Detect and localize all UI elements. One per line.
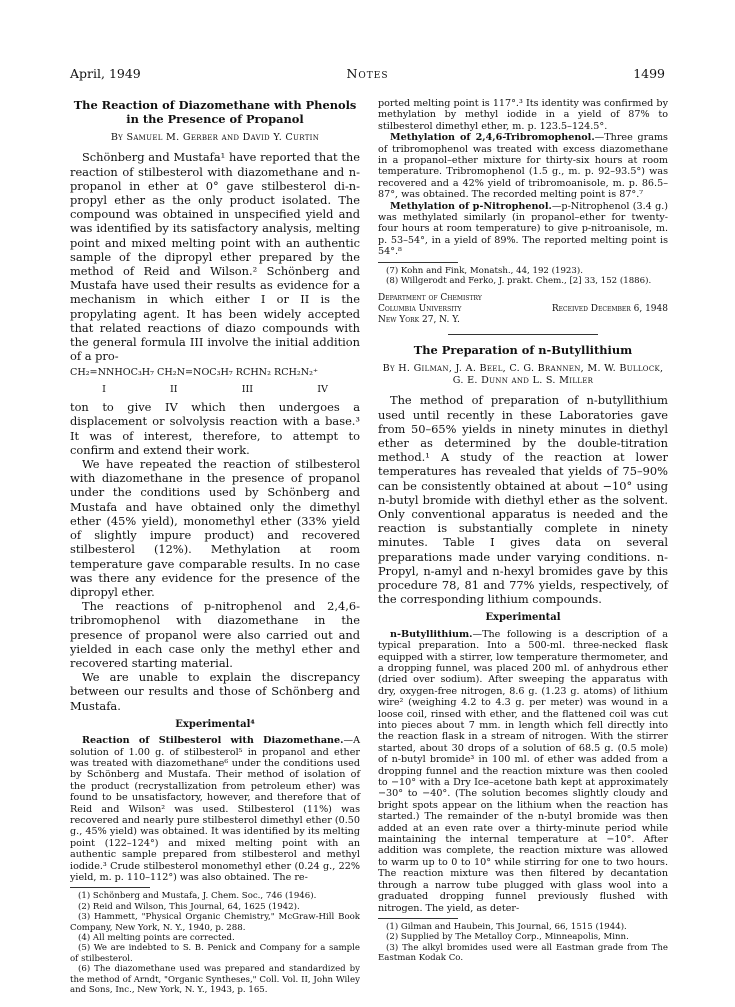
formula-label: I <box>102 383 106 395</box>
article2-para: The method of preparation of n-butyllithium used until recently in these Laboratories gave from 50–65% yields in ninety minutes in diethyl ether as determined by the double-titration method.¹ A study of the reaction at lower temperatures has revealed that yields of 75–90% can be consistently obtained at about −10° using n-butyl bromide with diethyl ether as the solvent. Only conventional apparatus is needed and the reaction is substantially complete in ninety minutes. Table I gives data on several preparations made under varying conditions. n-Propyl, n-amyl and n-hexyl bromides gave by this procedure 78, 81 and 77% yields, respectively, of the corresponding lithium compounds. <box>378 393 668 607</box>
run-heading: Reaction of Stilbesterol with Diazomethane. <box>82 735 344 747</box>
run-text: —The following is a description of a typical preparation. Into a 500-ml. three-necked flask equipped with a stirrer, low temperature thermometer, and a dropping funnel, was placed 200 ml. of anhydrous ether (dried over sodium). After sweeping the apparatus with dry, oxygen-free nitrogen, 8.6 g. (1.23 g. atoms) of lithium wire² (weighing 4.2 to 4.3 g. per meter) was wound in a loose coil, rinsed with ether, and the flattened coil was cut into pieces about 7 mm. in length which fell directly into the reaction flask in a stream of nitrogen. With the stirrer started, about 30 drops of a solution of 68.5 g. (0.5 mole) of n-butyl bromide³ in 100 ml. of ether was added from a dropping funnel and the reaction mixture was then cooled to −10° with a Dry Ice–acetone bath kept at approximately −30° to −40°. (The solution becomes slightly cloudy and bright spots appear on the lithium when the reaction has started.) The remainder of the n-butyl bromide was then added at an even rate over a thirty-minute period while maintaining the internal temperature at −10°. After addition was complete, the reaction mixture was allowed to warm up to 0 to 10° while stirring for one to two hours. The reaction mixture was then filtered by decantation through a narrow tube plugged with glass wool into a graduated dropping funnel previously flushed with nitrogen. The yield, as deter- <box>378 628 668 914</box>
article1-para: The reactions of p-nitrophenol and 2,4,6-tribromophenol with diazomethane in the presence of propanol were also carried out and yielded in each case only the methyl ether and recovered starting material. <box>70 599 360 670</box>
footnote-rule <box>378 918 458 919</box>
footnote: (7) Kohn and Fink, Monatsh., 44, 192 (1923). <box>386 265 583 276</box>
article2-experimental-heading: Experimental <box>485 612 561 624</box>
article1-experimental-text <box>70 735 360 883</box>
affiliation-block <box>378 293 668 326</box>
article1-run2 <box>378 132 668 200</box>
affiliation-line: Columbia University <box>378 303 462 314</box>
affiliation-line: New York 27, N. Y. <box>378 314 460 325</box>
header-date: April, 1949 <box>70 66 141 81</box>
left-column <box>70 98 360 995</box>
footnote: (3) The alkyl bromides used were all Eastman grade from The Eastman Kodak Co. <box>378 942 668 964</box>
affiliation-line: Department of Chemistry <box>378 292 482 303</box>
run-text: —A solution of 1.00 g. of stilbesterol⁵ in propanol and ether was treated with diazomethane⁶ under the conditions used by Schönberg and Mustafa. Their method of isolation of the product (recrystallization from petroleum ether) was found to be unsatisfactory, however, and therefore that of Reid and Wilson² was used. Stilbesterol (11%) was recovered and nearly pure stilbesterol dimethyl ether (0.50 g., 45% yield) was obtained. It was identified by its melting point (122–124°) and mixed melting point with an authentic sample prepared from stilbesterol and methyl iodide.³ Crude stilbesterol monomethyl ether (0.24 g., 22% yield, m. p. 110–112°) was also obtained. The re- <box>70 735 360 884</box>
footnote: (2) Reid and Wilson, This Journal, 64, 1625 (1942). <box>78 901 300 912</box>
footnote: (8) Willgerodt and Ferko, J. prakt. Chem., [2] 33, 152 (1886). <box>386 276 652 287</box>
footnote-rule <box>378 262 458 263</box>
footnote: (5) We are indebted to S. B. Penick and Company for a sample of stilbesterol. <box>70 943 360 964</box>
formula-line: CH₂=NNHOC₃H₇ CH₂N=NOC₃H₇ RCHN₂ RCH₂N₂⁺ <box>70 367 319 379</box>
run-heading: n-Butyllithium. <box>390 628 473 640</box>
page-header <box>70 66 665 82</box>
formula-label: II <box>169 383 178 395</box>
run-heading: Methylation of 2,4,6-Tribromophenol. <box>390 132 595 144</box>
right-column <box>378 98 668 964</box>
footnote-rule <box>70 887 150 888</box>
footnote: (3) Hammett, "Physical Organic Chemistry," McGraw-Hill Book Company, New York, N. Y., 1940, p. 288. <box>70 912 360 933</box>
article-separator <box>448 334 598 335</box>
article1-para: We have repeated the reaction of stilbesterol with diazomethane in the presence of propanol under the conditions used by Schönberg and Mustafa and have obtained only the dimethyl ether (45% yield), monomethyl ether (33% yield of slightly impure product) and recovered stilbesterol (12%). Methylation at room temperature gave comparable results. In no case was there any evidence for the presence of the dipropyl ether. <box>70 457 360 599</box>
article1-continued-text: ported melting point is 117°.³ Its identity was confirmed by methylation by methyl iodide in a yield of 87% to stilbesterol dimethyl ether, m. p. 123.5–124.5°. <box>378 98 668 132</box>
header-section: Notes <box>346 66 389 81</box>
article2-byline: By H. Gilman, J. A. Beel, C. G. Brannen, M. W. Bullock, G. E. Dunn and L. S. Miller <box>382 362 664 386</box>
run-heading: Methylation of p-Nitrophenol. <box>390 200 552 212</box>
formula-label: IV <box>317 383 328 395</box>
run-text: —Three grams of tribromophenol was treated with excess diazomethane in a propanol–ether mixture for thirty-six hours at room temperature. Tribromophenol (1.5 g., m. p. 92–93.5°) was recovered and a 42% yield of tribromoanisole, m. p. 86.5–87°, was obtained. The recorded melting point is 87°.⁷ <box>378 132 668 201</box>
received-date: Received December 6, 1948 <box>551 303 668 314</box>
article2-experimental-text <box>378 629 668 914</box>
footnote: (4) All melting points are corrected. <box>78 933 235 944</box>
article1-para: ton to give IV which then undergoes a displacement or solvolysis reaction with a base.³ It was of interest, therefore, to attempt to confirm and extend their work. <box>70 400 360 457</box>
footnote: (6) The diazomethane used was prepared and standardized by the method of Arndt, "Organic Syntheses," Coll. Vol. II, John Wiley and Sons, Inc., New York, N. Y., 1943, p. 165. <box>70 964 360 996</box>
run-text: —p-Nitrophenol (3.4 g.) was methylated similarly (in propanol–ether for twenty-four hours at room temperature) to give p-nitroanisole, m. p. 53–54°, in a yield of 89%. The reported melting point is 54°.⁸ <box>378 200 668 258</box>
article1-experimental-heading: Experimental⁴ <box>175 718 255 730</box>
footnote: (1) Gilman and Haubein, This Journal, 66, 1515 (1944). <box>386 921 627 932</box>
footnote: (2) Supplied by The Metalloy Corp., Minneapolis, Minn. <box>386 932 629 943</box>
footnote: (1) Schönberg and Mustafa, J. Chem. Soc., 746 (1946). <box>78 891 317 902</box>
article1-title: The Reaction of Diazomethane with Phenols in the Presence of Propanol <box>73 98 357 126</box>
article2-title: The Preparation of n-Butyllithium <box>413 342 633 357</box>
article1-para: We are unable to explain the discrepancy between our results and those of Schönberg and Mustafa. <box>70 670 360 713</box>
article1-para: Schönberg and Mustafa¹ have reported that the reaction of stilbesterol with diazomethane and n-propanol in ether at 0° gave stilbesterol di-n-propyl ether as the only product isolated. The compound was obtained in unspecified yield and was identified by its satisfactory analysis, melting point and mixed melting point with an authentic sample of the dipropyl ether prepared by the method of Reid and Wilson.² Schönberg and Mustafa have used their results as evidence for a mechanism in which either I or II is the propylating agent. It has been widely accepted that related reactions of diazo compounds with the general formula III involve the initial addition of a pro- <box>70 150 360 364</box>
formula-labels <box>70 384 360 396</box>
article1-byline: By Samuel M. Gerber and David Y. Curtin <box>110 132 320 143</box>
header-page-number: 1499 <box>633 66 665 81</box>
article1-run3 <box>378 201 668 258</box>
formula-label: III <box>241 383 254 395</box>
